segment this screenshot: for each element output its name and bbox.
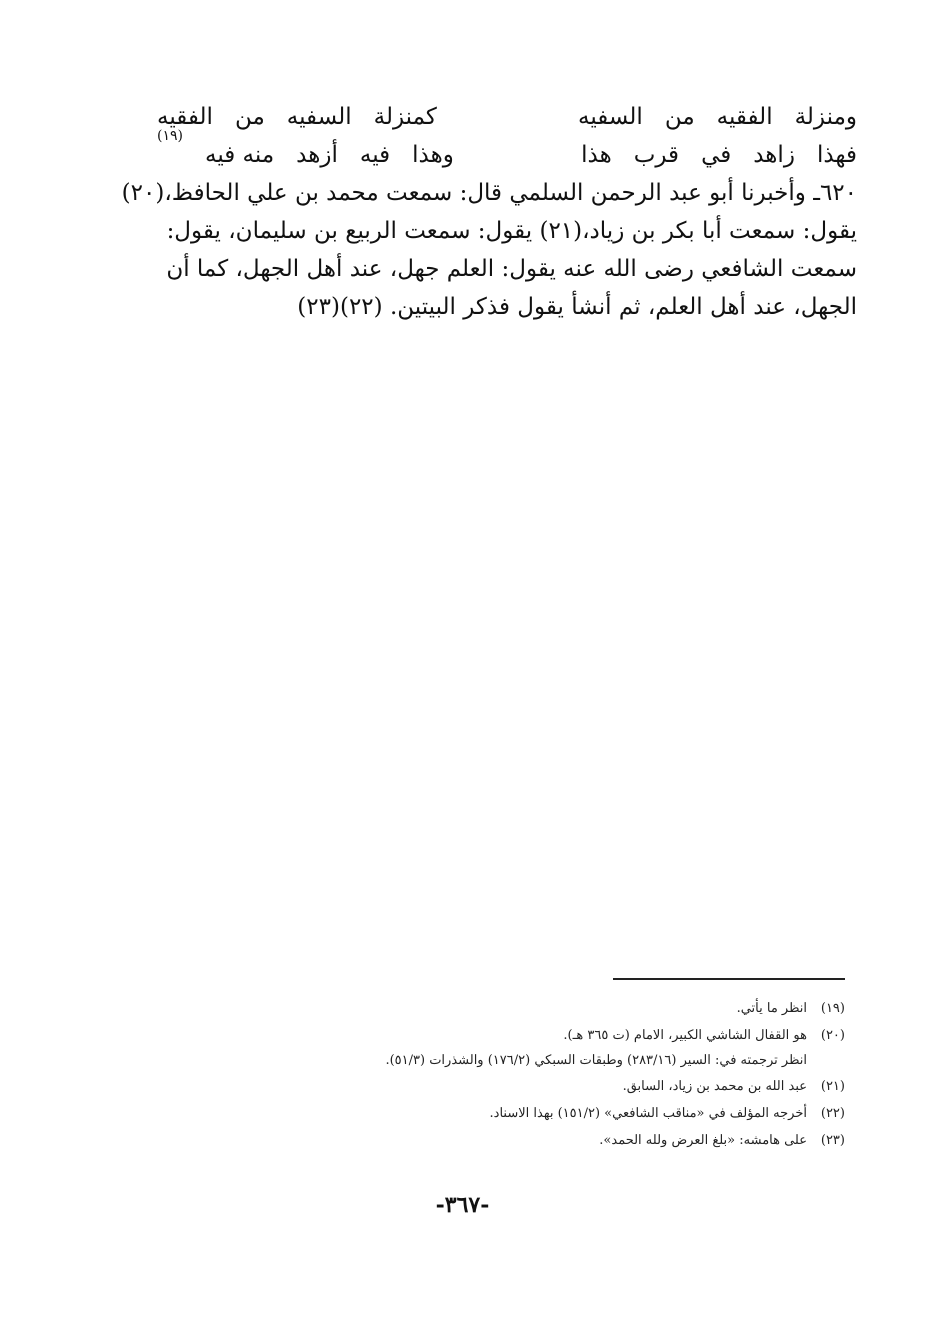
footnote-number: (١٩) — [820, 1001, 845, 1016]
verse-word: هذا — [581, 142, 612, 168]
verse-word: قرب — [633, 142, 680, 168]
page-number: -٣٦٧- — [435, 1192, 490, 1218]
verse-line-1 — [157, 98, 857, 136]
verse-word: زاهد — [753, 142, 795, 168]
verse-word: فهذا — [816, 142, 857, 168]
footnote-ref-19: (١٩) — [157, 128, 183, 144]
verse-gap — [477, 98, 537, 136]
verse-word: الفقيه — [157, 104, 213, 130]
verse-1-first-hemistich — [578, 98, 857, 136]
verse-word: فيه — [359, 142, 391, 168]
verse-word: أزهد — [296, 142, 338, 168]
footnote-22 — [125, 1100, 845, 1127]
verse-word: السفيه — [286, 104, 352, 130]
verse-word: كمنزلة — [373, 104, 437, 130]
footnotes-section — [125, 995, 845, 1154]
verse-word: ومنزلة — [794, 104, 857, 130]
footnote-divider — [613, 978, 845, 980]
footnote-23 — [125, 1127, 845, 1154]
verse-2-first-hemistich — [581, 136, 857, 174]
footnote-text: أخرجه المؤلف في «مناقب الشافعي» (١٥١/٢) بهذا الاسناد. — [489, 1106, 807, 1121]
footnote-21 — [125, 1073, 845, 1100]
footnote-20 — [125, 1022, 845, 1049]
verse-line-2 — [157, 128, 857, 174]
verse-word: الفقيه — [716, 104, 773, 130]
main-text-block — [121, 98, 857, 326]
verse-word: في — [701, 142, 732, 168]
verse-word: من — [234, 104, 265, 130]
footnote-text: عبد الله بن محمد بن زياد، السابق. — [622, 1079, 807, 1094]
paragraph-line-2: يقول: سمعت أبا بكر بن زياد،(٢١) يقول: سمعت الربيع بن سليمان، يقول: — [166, 218, 857, 244]
paragraph-line-4: الجهل، عند أهل العلم، ثم أنشأ يقول فذكر البيتين. (٢٢)(٢٣) — [297, 294, 857, 320]
footnote-20-continuation: انظر ترجمته في: السير (٢٨٣/١٦) وطبقات السبكي (١٧٦/٢) والشذرات (٥١/٣). — [385, 1053, 807, 1068]
verse-gap — [487, 136, 547, 174]
footnote-number: (٢٣) — [820, 1133, 845, 1148]
footnote-text: هو القفال الشاشي الكبير، الامام (ت ٣٦٥ هـ). — [563, 1028, 807, 1043]
footnote-number: (٢٢) — [820, 1106, 845, 1121]
verse-2-second-hemistich — [157, 128, 454, 174]
footnote-text: انظر ما يأتي. — [736, 1001, 807, 1016]
verse-word: من — [664, 104, 695, 130]
footnote-number: (٢١) — [820, 1079, 845, 1094]
paragraph-line-3: سمعت الشافعي رضى الله عنه يقول: العلم جهل، عند أهل الجهل، كما أن — [166, 256, 857, 282]
verse-word: وهذا — [412, 142, 454, 168]
paragraph-line-1: ٦٢٠ـ وأخبرنا أبو عبد الرحمن السلمي قال: سمعت محمد بن علي الحافظ،(٢٠) — [121, 180, 857, 206]
verse-word: منه فيه — [204, 142, 275, 168]
footnote-text: على هامشه: «بلغ العرض ولله الحمد». — [599, 1133, 807, 1148]
verse-1-second-hemistich — [157, 98, 437, 136]
footnote-number: (٢٠) — [820, 1028, 845, 1043]
footnote-19 — [125, 995, 845, 1022]
verse-word: السفيه — [577, 104, 643, 130]
